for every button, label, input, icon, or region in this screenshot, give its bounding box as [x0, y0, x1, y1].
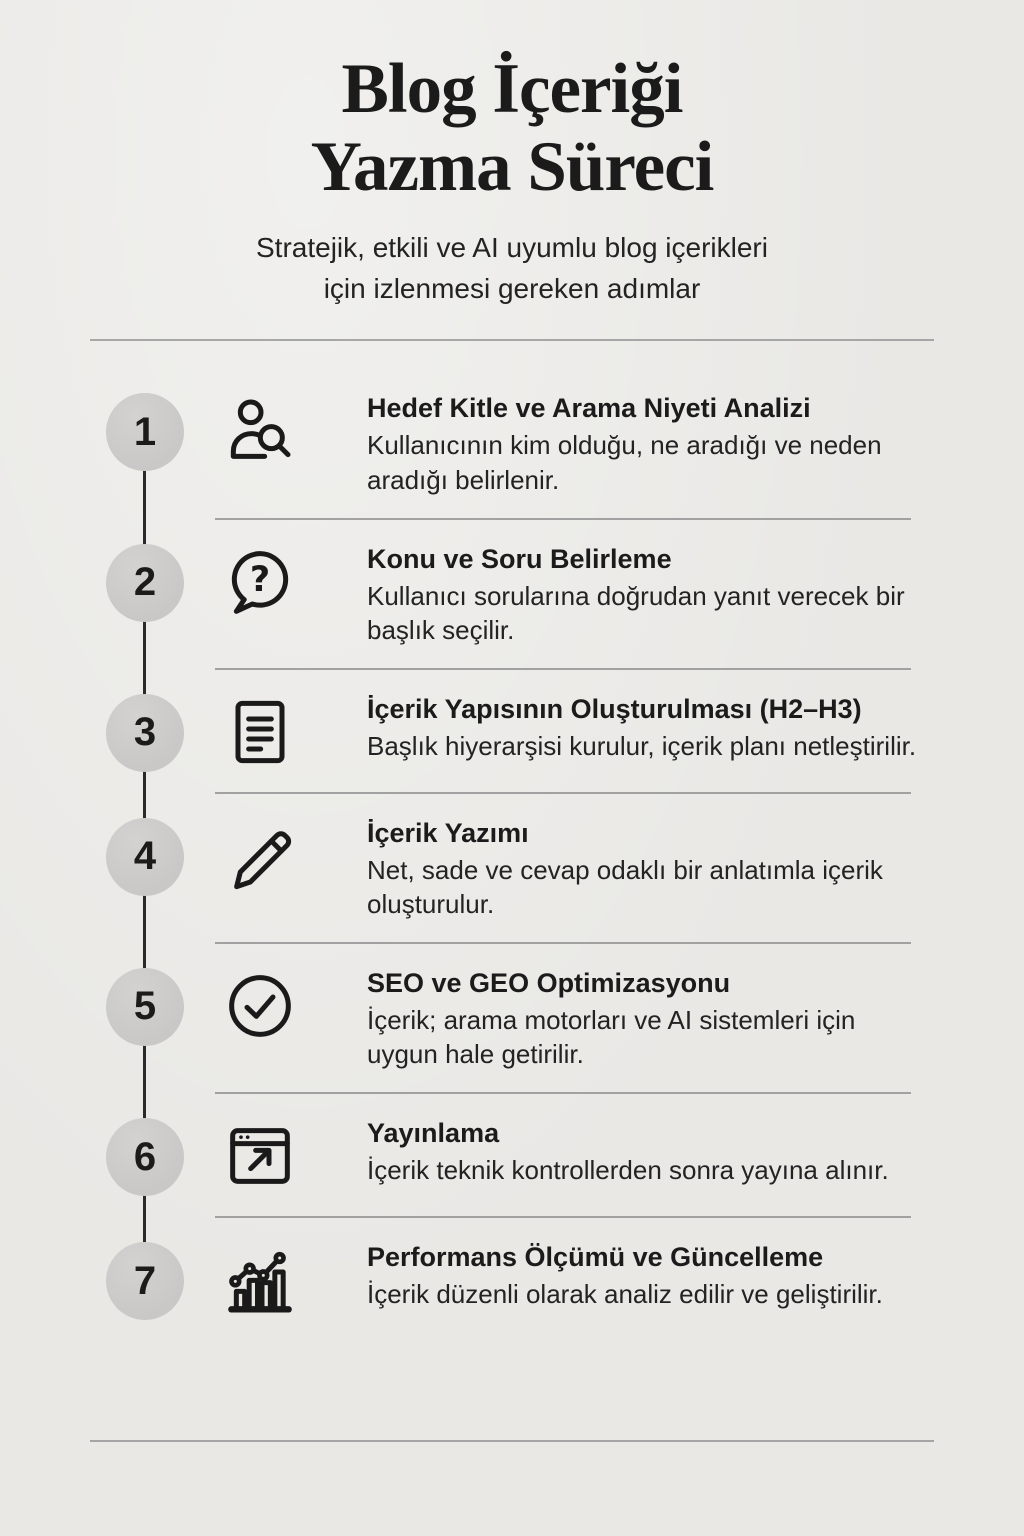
- step-divider: [215, 668, 911, 670]
- step-row: [90, 692, 934, 772]
- step-number: 1: [133, 409, 157, 454]
- step-number: 4: [133, 834, 157, 879]
- step-text: [320, 816, 934, 922]
- steps-timeline: [90, 341, 934, 1320]
- step-description: İçerik; arama motorları ve AI sistemleri için uygun hale getirilir.: [367, 1004, 856, 1070]
- step-number: 2: [133, 560, 157, 605]
- step: [90, 1240, 934, 1320]
- page-title-line-1: Blog İçeriği: [341, 50, 683, 128]
- step-text: [320, 391, 934, 497]
- step-divider: [215, 792, 911, 794]
- step: [90, 1116, 934, 1218]
- step-title: SEO ve GEO Optimizasyonu: [367, 967, 731, 998]
- page-subtitle-line-2: için izlenmesi gereken adımlar: [323, 272, 701, 304]
- page-subtitle-line-1: Stratejik, etkili ve AI uyumlu blog içerikleri: [256, 232, 768, 264]
- user-search-icon: [200, 391, 320, 471]
- step-row: [90, 1240, 934, 1320]
- step-row: [90, 816, 934, 922]
- step-text: [320, 692, 934, 764]
- step-number: 7: [133, 1258, 157, 1303]
- step-number-badge: [106, 968, 184, 1046]
- step-divider: [215, 518, 911, 520]
- page-subtitle: [90, 228, 934, 309]
- step-number: 5: [133, 984, 157, 1029]
- step-title: İçerik Yapısının Oluşturulması (H2–H3): [367, 693, 862, 724]
- analytics-chart-icon: [200, 1240, 320, 1320]
- step-title: Konu ve Soru Belirleme: [367, 543, 672, 574]
- step: [90, 391, 934, 519]
- step-number-badge: [106, 1242, 184, 1320]
- step-text: [320, 1240, 934, 1312]
- step-description: İçerik düzenli olarak analiz edilir ve geliştirilir.: [367, 1279, 883, 1310]
- page-title: [90, 50, 934, 206]
- step-number: 3: [133, 710, 157, 755]
- step-number-badge: [106, 1118, 184, 1196]
- step-row: [90, 542, 934, 648]
- step-divider: [215, 1092, 911, 1094]
- step: [90, 692, 934, 794]
- step-description: Kullanıcının kim olduğu, ne aradığı ve neden aradığı belirlenir.: [367, 430, 882, 495]
- step-divider: [215, 1216, 911, 1218]
- step: [90, 816, 934, 944]
- page-title-line-2: Yazma Süreci: [310, 128, 714, 207]
- svg-text:?: ?: [249, 559, 271, 600]
- document-outline-icon: [200, 692, 320, 772]
- step-description: Başlık hiyerarşisi kurulur, içerik planı netleştirilir.: [367, 730, 917, 761]
- step-description: Net, sade ve cevap odaklı bir anlatımla içerik oluşturulur.: [367, 854, 883, 920]
- step-title: Hedef Kitle ve Arama Niyeti Analizi: [367, 393, 811, 424]
- step-number-badge: [106, 544, 184, 622]
- step-text: [320, 1116, 934, 1188]
- header: [90, 0, 934, 341]
- step-title: Yayınlama: [367, 1118, 500, 1149]
- step-text: [320, 966, 934, 1072]
- step-title: Performans Ölçümü ve Güncelleme: [367, 1242, 824, 1273]
- step-row: [90, 1116, 934, 1196]
- step: [90, 966, 934, 1094]
- step-row: [90, 966, 934, 1072]
- browser-publish-icon: [200, 1116, 320, 1196]
- step-number-badge: [106, 694, 184, 772]
- step-title: İçerik Yazımı: [367, 817, 529, 848]
- question-bubble-icon: [200, 542, 320, 622]
- step-divider: [215, 942, 911, 944]
- step-description: İçerik teknik kontrollerden sonra yayına alınır.: [367, 1155, 889, 1186]
- step-text: [320, 542, 934, 648]
- step-row: [90, 391, 934, 497]
- step-number-badge: [106, 393, 184, 471]
- step-number: 6: [133, 1134, 157, 1179]
- step-description: Kullanıcı sorularına doğrudan yanıt verecek bir başlık seçilir.: [367, 580, 905, 646]
- check-circle-icon: [200, 966, 320, 1046]
- bottom-divider: [90, 1440, 934, 1442]
- pencil-icon: [200, 816, 320, 896]
- step-number-badge: [106, 818, 184, 896]
- step: [90, 542, 934, 670]
